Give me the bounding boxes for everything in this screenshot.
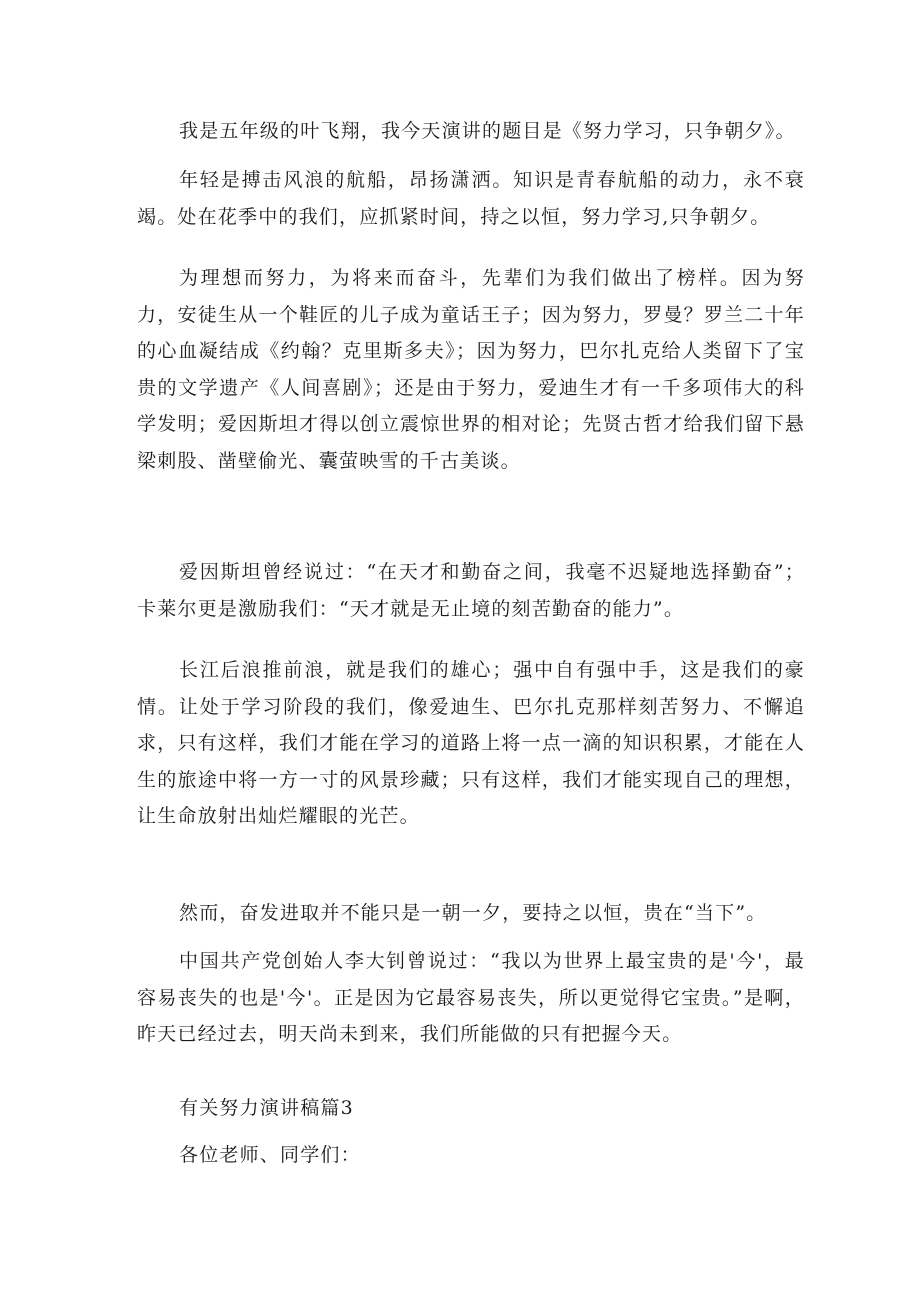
section-heading: 有关努力演讲稿篇3 — [179, 1097, 354, 1119]
paragraph-youth: 年轻是搏击风浪的航船，昂扬潇洒。知识是青春航船的动力，永不衰竭。处在花季中的我们，应抓紧时间，持之以恒，努力学习,只争朝夕。 — [137, 169, 805, 228]
paragraph-intro: 我是五年级的叶飞翔，我今天演讲的题目是《努力学习，只争朝夕》。 — [179, 120, 796, 142]
paragraph-examples: 为理想而努力，为将来而奋斗，先辈们为我们做出了榜样。因为努力，安徒生从一个鞋匠的儿子成为童话王子；因为努力，罗曼？罗兰二十年的心血凝结成《约翰？克里斯多夫》；因为努力，巴尔扎克给人类留下了宝贵的文学遗产《人间喜剧》；还是由于努力，爱迪生才有一千多项伟大的科学发明；爱因斯坦才得以创立震惊世界的相对论；先贤古哲才给我们留下悬梁刺股、凿壁偷光、囊萤映雪的千古美谈。 — [137, 267, 805, 472]
paragraph-li-dazhao: 中国共产党创始人李大钊曾说过：“我以为世界上最宝贵的是'今'，最容易丧失的也是'今'。正是因为它最容易丧失，所以更觉得它宝贵。”是啊，昨天已经过去，明天尚未到来，我们所能做的只有把握今天。 — [137, 950, 805, 1045]
salutation: 各位老师、同学们： — [179, 1144, 361, 1166]
paragraph-persistence: 然而，奋发进取并不能只是一朝一夕，要持之以恒，贵在“当下”。 — [179, 902, 767, 924]
paragraph-quotes: 爱因斯坦曾经说过：“在天才和勤奋之间，我毫不迟疑地选择勤奋”；卡莱尔更是激励我们：“天才就是无止境的刻苦勤奋的能力”。 — [137, 561, 805, 620]
paragraph-ambition: 长江后浪推前浪，就是我们的雄心；强中自有强中手，这是我们的豪情。让处于学习阶段的我们，像爱迪生、巴尔扎克那样刻苦努力、不懈追求，只有这样，我们才能在学习的道路上将一点一滴的知识积累，才能在人生的旅途中将一方一寸的风景珍藏；只有这样，我们才能实现自己的理想，让生命放射出灿烂耀眼的光芒。 — [137, 659, 805, 827]
